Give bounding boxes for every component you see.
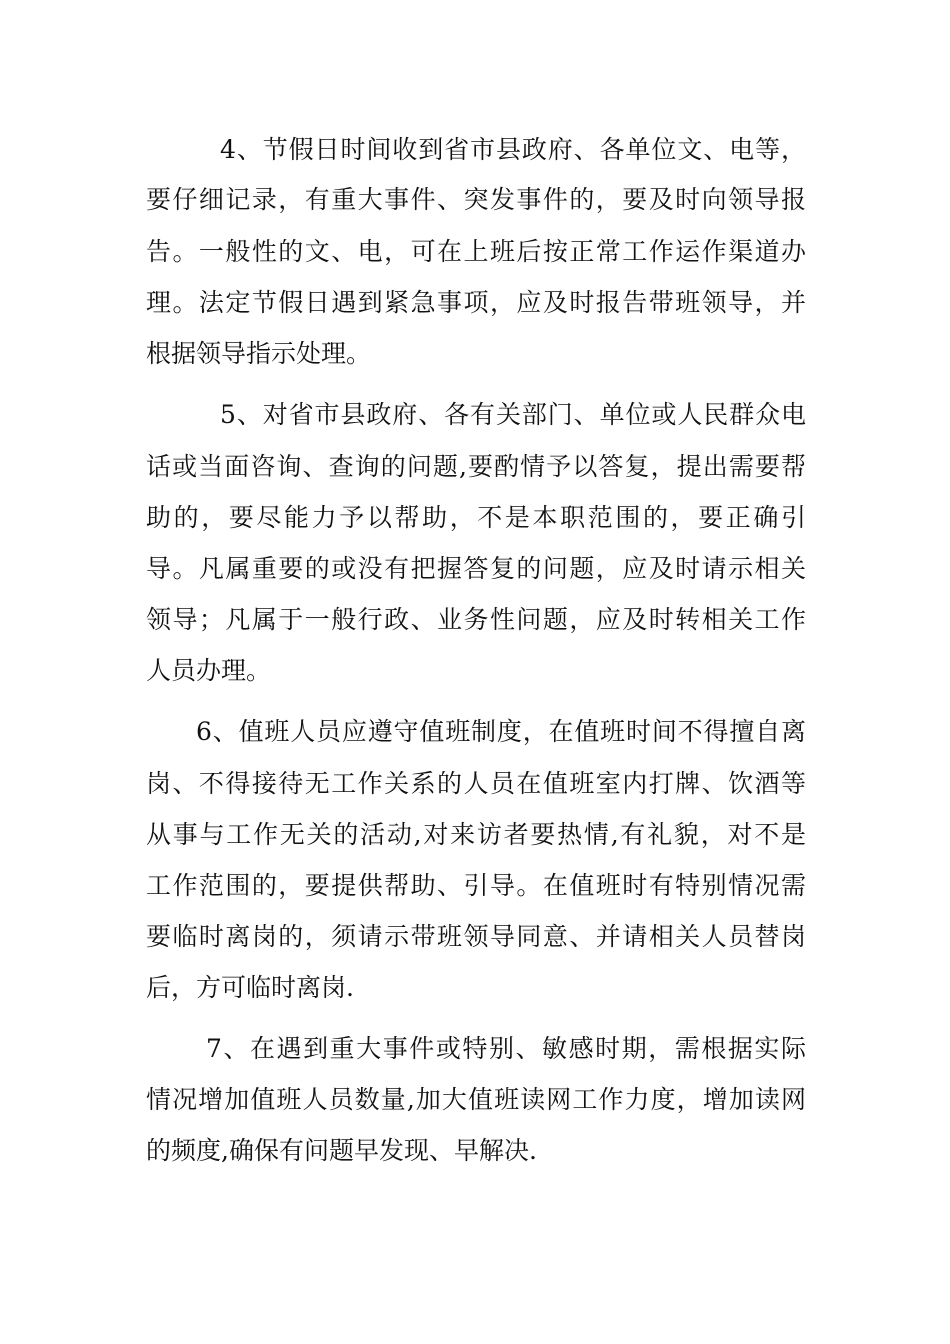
paragraph-6-line-1: 6、值班人员应遵守值班制度，在值班时间不得擅自离 <box>196 717 806 746</box>
paragraph-4-line-4: 理。法定节假日遇到紧急事项，应及时报告带班领导，并 <box>146 288 806 317</box>
paragraph-6-line-3: 从事与工作无关的活动,对来访者要热情,有礼貌，对不是 <box>146 820 806 849</box>
paragraph-4-line-3: 告。一般性的文、电，可在上班后按正常工作运作渠道办 <box>146 237 806 266</box>
paragraph-6-line-6: 后，方可临时离岗. <box>146 973 354 1002</box>
paragraph-5-line-1: 5、对省市县政府、各有关部门、单位或人民群众电 <box>220 400 806 429</box>
paragraph-5-line-2: 话或当面咨询、查询的问题,要酌情予以答复，提出需要帮 <box>146 452 806 481</box>
paragraph-6-line-2: 岗、不得接待无工作关系的人员在值班室内打牌、饮酒等 <box>146 769 806 798</box>
paragraph-5-line-3: 助的，要尽能力予以帮助，不是本职范围的，要正确引 <box>146 503 806 532</box>
paragraph-7-line-2: 情况增加值班人员数量,加大值班读网工作力度，增加读网 <box>146 1085 806 1114</box>
paragraph-7-line-3: 的频度,确保有问题早发现、早解决. <box>146 1136 537 1165</box>
paragraph-7-line-1: 7、在遇到重大事件或特别、敏感时期，需根据实际 <box>206 1034 806 1063</box>
paragraph-4-line-2: 要仔细记录，有重大事件、突发事件的，要及时向领导报 <box>146 185 806 214</box>
paragraph-5-line-6: 人员办理。 <box>146 656 272 685</box>
paragraph-5-line-5: 领导；凡属于一般行政、业务性问题，应及时转相关工作 <box>146 605 806 634</box>
paragraph-6-line-4: 工作范围的，要提供帮助、引导。在值班时有特别情况需 <box>146 871 806 900</box>
paragraph-5-line-4: 导。凡属重要的或没有把握答复的问题，应及时请示相关 <box>146 554 806 583</box>
paragraph-4-line-1: 4、节假日时间收到省市县政府、各单位文、电等， <box>220 135 806 164</box>
paragraph-6-line-5: 要临时离岗的，须请示带班领导同意、并请相关人员替岗 <box>146 922 806 951</box>
paragraph-4-line-5: 根据领导指示处理。 <box>146 339 372 368</box>
